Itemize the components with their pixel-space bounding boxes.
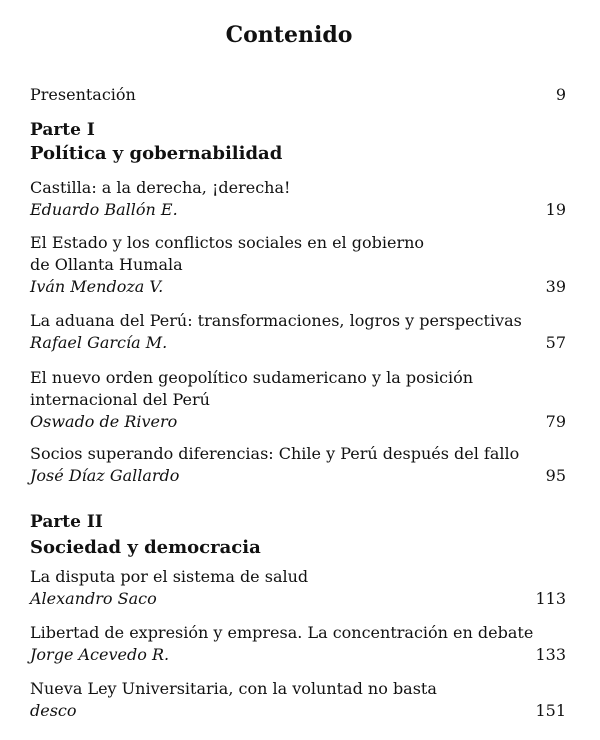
toc-entry[interactable]: [30, 367, 566, 433]
entry-author: Rafael García M.: [30, 333, 168, 352]
entry-author: Iván Mendoza V.: [30, 277, 164, 296]
toc-entry[interactable]: [30, 622, 566, 666]
entry-title-line: El nuevo orden geopolítico sudamericano y la posición: [30, 368, 474, 387]
entry-title-line: de Ollanta Humala: [30, 255, 183, 274]
entry-author: Jorge Acevedo R.: [30, 645, 170, 664]
entry-title-line: El Estado y los conflictos sociales en el gobierno: [30, 233, 425, 252]
toc-entry[interactable]: [30, 232, 566, 298]
entry-title-line: internacional del Perú: [30, 390, 210, 409]
part-label: Parte II: [30, 512, 103, 532]
entry-author: Alexandro Saco: [30, 589, 157, 608]
entry-title: La disputa por el sistema de salud: [30, 567, 309, 586]
entry-title: Presentación: [30, 85, 136, 104]
entry-author: Oswado de Rivero: [30, 412, 178, 431]
part-label: Parte I: [30, 120, 95, 140]
entry-title: Socios superando diferencias: Chile y Perú después del fallo: [30, 444, 520, 463]
toc-entry[interactable]: [30, 310, 566, 354]
toc-entry[interactable]: [30, 443, 566, 487]
part-title: Sociedad y democracia: [30, 537, 261, 558]
entry-author: José Díaz Gallardo: [30, 466, 180, 485]
entry-author: Eduardo Ballón E.: [30, 200, 178, 219]
toc-entry[interactable]: [30, 678, 566, 722]
entry-title: Nueva Ley Universitaria, con la voluntad no basta: [30, 679, 437, 698]
page-title: Contenido: [225, 22, 353, 48]
entry-page-number: 9: [555, 85, 566, 104]
entry-page-number: 151: [535, 701, 566, 720]
entry-page-number: 95: [545, 466, 566, 485]
toc-entry-presentacion[interactable]: [30, 84, 566, 106]
entry-page-number: 79: [545, 412, 566, 431]
entry-title: La aduana del Perú: transformaciones, logros y perspectivas: [30, 311, 522, 330]
entry-page-number: 57: [545, 333, 566, 352]
entry-title: Castilla: a la derecha, ¡derecha!: [30, 178, 291, 197]
entry-page-number: 19: [545, 200, 566, 219]
entry-page-number: 133: [535, 645, 566, 664]
toc-entry[interactable]: [30, 566, 566, 610]
part-title: Política y gobernabilidad: [30, 143, 283, 164]
toc-entry[interactable]: [30, 177, 566, 221]
entry-title: Libertad de expresión y empresa. La concentración en debate: [30, 623, 534, 642]
entry-page-number: 39: [545, 277, 566, 296]
entry-author: desco: [30, 701, 77, 720]
entry-page-number: 113: [535, 589, 566, 608]
